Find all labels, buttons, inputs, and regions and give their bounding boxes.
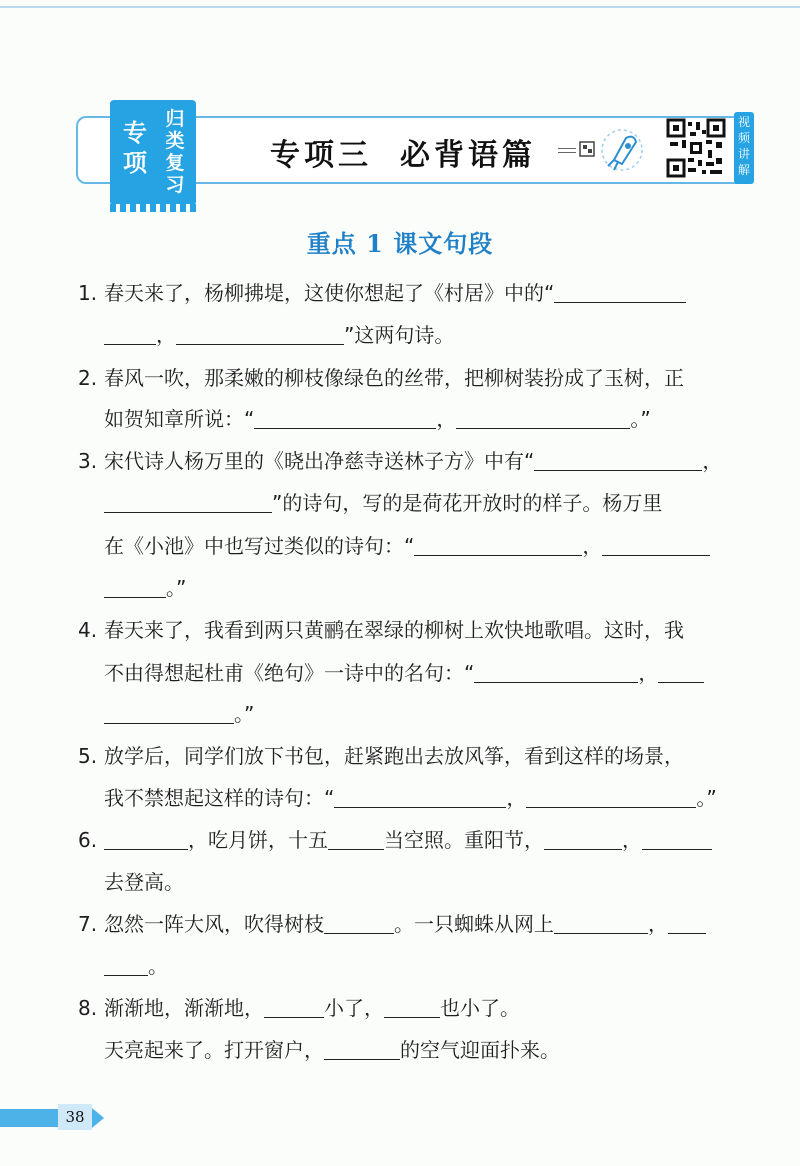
qr-code-icon bbox=[666, 118, 726, 178]
question-text: 。” bbox=[234, 702, 255, 726]
answer-blank[interactable] bbox=[324, 1039, 400, 1060]
question-4 bbox=[78, 616, 684, 644]
question-text: 的空气迎面扑来。 bbox=[400, 1038, 560, 1062]
answer-blank[interactable] bbox=[456, 408, 630, 429]
question-5-line-2 bbox=[78, 784, 717, 812]
question-number: 4. bbox=[78, 618, 98, 642]
question-8 bbox=[78, 994, 520, 1022]
badge-main-text: 专项 bbox=[123, 119, 147, 177]
question-text: ”的诗句，写的是荷花开放时的样子。杨万里 bbox=[272, 491, 663, 515]
question-text: 。 bbox=[148, 954, 168, 978]
question-8-line-2 bbox=[78, 1036, 560, 1064]
question-text: ， bbox=[648, 912, 668, 936]
question-text: ，吃月饼，十五 bbox=[188, 828, 328, 852]
question-number: 8. bbox=[78, 996, 98, 1020]
answer-blank[interactable] bbox=[642, 829, 712, 850]
answer-blank[interactable] bbox=[104, 492, 272, 513]
answer-blank[interactable] bbox=[414, 535, 582, 556]
title-part-1: 专项三 bbox=[270, 138, 372, 173]
question-2 bbox=[78, 364, 684, 392]
answer-blank[interactable] bbox=[544, 829, 622, 850]
top-rule bbox=[0, 6, 800, 8]
answer-blank[interactable] bbox=[324, 913, 394, 934]
question-text: ， bbox=[156, 323, 176, 347]
question-7 bbox=[78, 910, 706, 938]
answer-blank[interactable] bbox=[264, 997, 324, 1018]
question-1-line-2 bbox=[78, 321, 454, 349]
question-text: 小了， bbox=[324, 996, 384, 1020]
question-text: 我不禁想起这样的诗句：“ bbox=[104, 786, 335, 810]
page-title bbox=[270, 130, 536, 174]
question-number: 3. bbox=[78, 449, 98, 473]
footer-bar bbox=[0, 1109, 58, 1127]
question-text: 。” bbox=[696, 786, 717, 810]
answer-blank[interactable] bbox=[104, 324, 156, 345]
question-4-line-3 bbox=[78, 700, 254, 728]
question-text: 春天来了，我看到两只黄鹂在翠绿的柳树上欢快地歌唱。这时，我 bbox=[104, 618, 684, 642]
question-text: ， bbox=[638, 661, 659, 685]
question-3-line-3 bbox=[78, 532, 710, 560]
answer-blank[interactable] bbox=[474, 662, 638, 683]
topic-badge bbox=[110, 100, 196, 204]
question-text: 宋代诗人杨万里的《晓出净慈寺送林子方》中有“ bbox=[104, 449, 535, 473]
answer-blank[interactable] bbox=[658, 662, 704, 683]
answer-blank[interactable] bbox=[328, 829, 384, 850]
answer-blank[interactable] bbox=[104, 577, 166, 598]
question-text: ， bbox=[622, 828, 642, 852]
question-text: 。” bbox=[166, 576, 187, 600]
question-text: 不由得想起杜甫《绝句》一诗中的名句：“ bbox=[104, 661, 475, 685]
question-text: ， bbox=[582, 534, 603, 558]
page-number: 38 bbox=[58, 1104, 92, 1130]
question-text: ， bbox=[702, 449, 723, 473]
video-explanation-tag: 视频讲解 bbox=[734, 112, 754, 184]
answer-blank[interactable] bbox=[104, 955, 148, 976]
question-text: 。” bbox=[630, 407, 651, 431]
question-text: 春天来了，杨柳拂堤，这使你想起了《村居》中的“ bbox=[104, 281, 555, 305]
answer-blank[interactable] bbox=[668, 913, 706, 934]
question-text: 春风一吹，那柔嫩的柳枝像绿色的丝带，把柳树装扮成了玉树，正 bbox=[104, 366, 684, 390]
question-number: 5. bbox=[78, 744, 98, 768]
question-6 bbox=[78, 826, 712, 854]
mini-barcode-icon bbox=[558, 138, 596, 164]
badge-sub-text: 归类复习 bbox=[165, 108, 185, 196]
question-6-line-2 bbox=[78, 868, 184, 896]
question-number: 2. bbox=[78, 366, 98, 390]
question-text: 在《小池》中也写过类似的诗句：“ bbox=[104, 534, 415, 558]
question-4-line-2 bbox=[78, 659, 704, 687]
answer-blank[interactable] bbox=[526, 787, 696, 808]
question-text: 如贺知章所说：“ bbox=[104, 407, 255, 431]
answer-blank[interactable] bbox=[534, 450, 702, 471]
rocket-icon bbox=[596, 124, 648, 176]
question-3-line-4 bbox=[78, 574, 186, 602]
question-text: ”这两句诗。 bbox=[344, 323, 455, 347]
question-text: ， bbox=[506, 786, 527, 810]
question-text: 当空照。重阳节， bbox=[384, 828, 544, 852]
title-part-2: 必背语篇 bbox=[400, 138, 536, 173]
answer-blank[interactable] bbox=[554, 913, 648, 934]
question-text: 去登高。 bbox=[104, 870, 184, 894]
section-title: 重点 1 课文句段 bbox=[306, 229, 494, 258]
question-number: 1. bbox=[78, 281, 98, 305]
question-text: 渐渐地，渐渐地， bbox=[104, 996, 264, 1020]
question-number: 6. bbox=[78, 828, 98, 852]
footer-arrow-icon bbox=[92, 1108, 104, 1128]
question-number: 7. bbox=[78, 912, 98, 936]
answer-blank[interactable] bbox=[104, 703, 234, 724]
question-7-line-2 bbox=[78, 952, 168, 980]
answer-blank[interactable] bbox=[384, 997, 440, 1018]
question-3 bbox=[78, 447, 722, 475]
question-2-line-2 bbox=[78, 405, 651, 433]
question-text: 放学后，同学们放下书包，赶紧跑出去放风筝，看到这样的场景， bbox=[104, 744, 684, 768]
answer-blank[interactable] bbox=[176, 324, 344, 345]
question-text: 。一只蜘蛛从网上 bbox=[394, 912, 554, 936]
question-text: 也小了。 bbox=[440, 996, 520, 1020]
answer-blank[interactable] bbox=[104, 829, 188, 850]
question-5 bbox=[78, 742, 684, 770]
answer-blank[interactable] bbox=[602, 535, 710, 556]
answer-blank[interactable] bbox=[554, 282, 686, 303]
question-3-line-2 bbox=[78, 489, 662, 517]
question-1 bbox=[78, 279, 686, 307]
question-text: ， bbox=[436, 407, 457, 431]
question-text: 天亮起来了。打开窗户， bbox=[104, 1038, 324, 1062]
answer-blank[interactable] bbox=[334, 787, 506, 808]
answer-blank[interactable] bbox=[254, 408, 436, 429]
question-text: 忽然一阵大风，吹得树枝 bbox=[104, 912, 324, 936]
